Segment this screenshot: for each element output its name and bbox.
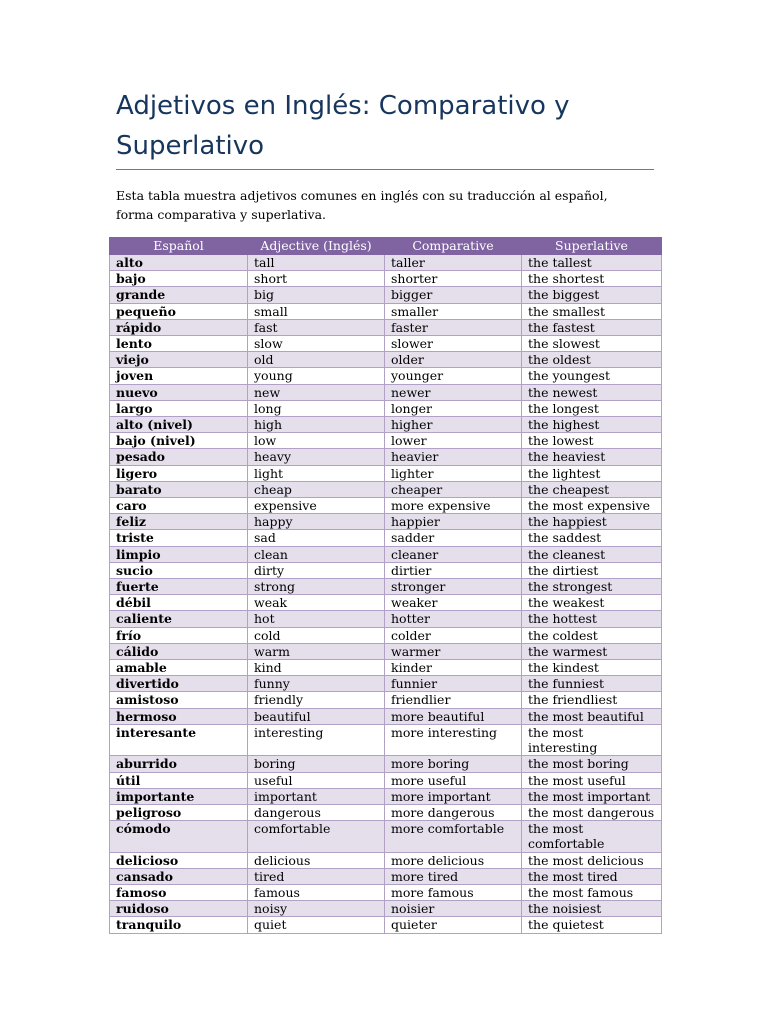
cell-comparative: more beautiful	[385, 708, 522, 724]
cell-espanol: ruidoso	[110, 901, 248, 917]
cell-superlative: the cleanest	[522, 546, 662, 562]
cell-adjective: cold	[248, 627, 385, 643]
cell-espanol: cómodo	[110, 821, 248, 852]
cell-comparative: cleaner	[385, 546, 522, 562]
cell-comparative: more important	[385, 788, 522, 804]
cell-superlative: the lowest	[522, 433, 662, 449]
cell-adjective: expensive	[248, 498, 385, 514]
cell-espanol: amable	[110, 660, 248, 676]
cell-comparative: heavier	[385, 449, 522, 465]
table-row	[110, 384, 662, 400]
cell-espanol: interesante	[110, 724, 248, 755]
table-row	[110, 579, 662, 595]
cell-espanol: sucio	[110, 562, 248, 578]
cell-comparative: younger	[385, 368, 522, 384]
cell-adjective: quiet	[248, 917, 385, 933]
cell-espanol: frío	[110, 627, 248, 643]
cell-superlative: the hottest	[522, 611, 662, 627]
cell-superlative: the youngest	[522, 368, 662, 384]
cell-espanol: bajo (nivel)	[110, 433, 248, 449]
title-divider	[116, 169, 654, 170]
table-row	[110, 514, 662, 530]
cell-superlative: the strongest	[522, 579, 662, 595]
cell-adjective: small	[248, 303, 385, 319]
cell-comparative: happier	[385, 514, 522, 530]
cell-espanol: bajo	[110, 271, 248, 287]
table-row	[110, 627, 662, 643]
cell-adjective: sad	[248, 530, 385, 546]
cell-superlative: the oldest	[522, 352, 662, 368]
cell-espanol: débil	[110, 595, 248, 611]
cell-espanol: fuerte	[110, 579, 248, 595]
cell-comparative: hotter	[385, 611, 522, 627]
cell-espanol: divertido	[110, 676, 248, 692]
cell-adjective: fast	[248, 319, 385, 335]
cell-espanol: grande	[110, 287, 248, 303]
cell-espanol: limpio	[110, 546, 248, 562]
table-row	[110, 917, 662, 933]
cell-adjective: dirty	[248, 562, 385, 578]
cell-superlative: the longest	[522, 400, 662, 416]
cell-espanol: cálido	[110, 643, 248, 659]
cell-comparative: stronger	[385, 579, 522, 595]
cell-espanol: alto	[110, 255, 248, 271]
cell-comparative: more comfortable	[385, 821, 522, 852]
cell-superlative: the heaviest	[522, 449, 662, 465]
cell-adjective: long	[248, 400, 385, 416]
table-row	[110, 692, 662, 708]
cell-espanol: pequeño	[110, 303, 248, 319]
cell-comparative: cheaper	[385, 481, 522, 497]
cell-adjective: short	[248, 271, 385, 287]
cell-adjective: comfortable	[248, 821, 385, 852]
cell-comparative: more interesting	[385, 724, 522, 755]
cell-adjective: heavy	[248, 449, 385, 465]
cell-superlative: the most delicious	[522, 852, 662, 868]
cell-superlative: the most expensive	[522, 498, 662, 514]
cell-espanol: famoso	[110, 884, 248, 900]
cell-superlative: the most important	[522, 788, 662, 804]
cell-superlative: the happiest	[522, 514, 662, 530]
cell-comparative: slower	[385, 336, 522, 352]
cell-espanol: aburrido	[110, 756, 248, 772]
cell-adjective: noisy	[248, 901, 385, 917]
table-row	[110, 368, 662, 384]
cell-comparative: more tired	[385, 868, 522, 884]
table-row	[110, 449, 662, 465]
cell-comparative: older	[385, 352, 522, 368]
table-row	[110, 336, 662, 352]
cell-comparative: more expensive	[385, 498, 522, 514]
cell-adjective: useful	[248, 772, 385, 788]
cell-superlative: the dirtiest	[522, 562, 662, 578]
cell-superlative: the kindest	[522, 660, 662, 676]
cell-superlative: the most comfortable	[522, 821, 662, 852]
cell-adjective: interesting	[248, 724, 385, 755]
header-superlative: Superlative	[522, 238, 662, 255]
cell-comparative: smaller	[385, 303, 522, 319]
cell-comparative: newer	[385, 384, 522, 400]
cell-comparative: colder	[385, 627, 522, 643]
cell-espanol: amistoso	[110, 692, 248, 708]
cell-superlative: the most interesting	[522, 724, 662, 755]
cell-superlative: the cheapest	[522, 481, 662, 497]
cell-comparative: sadder	[385, 530, 522, 546]
cell-adjective: low	[248, 433, 385, 449]
cell-superlative: the coldest	[522, 627, 662, 643]
table-row	[110, 433, 662, 449]
cell-espanol: viejo	[110, 352, 248, 368]
table-row	[110, 756, 662, 772]
intro-paragraph: Esta tabla muestra adjetivos comunes en inglés con su traducción al español, forma comparativa y superlativa.	[116, 188, 608, 222]
table-row	[110, 319, 662, 335]
cell-superlative: the funniest	[522, 676, 662, 692]
cell-superlative: the most tired	[522, 868, 662, 884]
cell-adjective: happy	[248, 514, 385, 530]
cell-adjective: clean	[248, 546, 385, 562]
cell-superlative: the newest	[522, 384, 662, 400]
table-row	[110, 724, 662, 755]
table-row	[110, 884, 662, 900]
cell-comparative: more delicious	[385, 852, 522, 868]
cell-espanol: lento	[110, 336, 248, 352]
cell-superlative: the noisiest	[522, 901, 662, 917]
cell-adjective: young	[248, 368, 385, 384]
cell-comparative: faster	[385, 319, 522, 335]
cell-comparative: lighter	[385, 465, 522, 481]
cell-superlative: the tallest	[522, 255, 662, 271]
table-row	[110, 804, 662, 820]
cell-superlative: the weakest	[522, 595, 662, 611]
table-row	[110, 303, 662, 319]
table-row	[110, 481, 662, 497]
table-row	[110, 868, 662, 884]
cell-comparative: lower	[385, 433, 522, 449]
table-row	[110, 852, 662, 868]
cell-espanol: tranquilo	[110, 917, 248, 933]
table-body	[110, 255, 662, 934]
table-row	[110, 772, 662, 788]
cell-espanol: pesado	[110, 449, 248, 465]
cell-superlative: the highest	[522, 417, 662, 433]
table-row	[110, 400, 662, 416]
cell-superlative: the most beautiful	[522, 708, 662, 724]
cell-superlative: the smallest	[522, 303, 662, 319]
cell-adjective: tall	[248, 255, 385, 271]
cell-espanol: peligroso	[110, 804, 248, 820]
cell-espanol: útil	[110, 772, 248, 788]
cell-comparative: quieter	[385, 917, 522, 933]
cell-superlative: the slowest	[522, 336, 662, 352]
cell-comparative: funnier	[385, 676, 522, 692]
table-row	[110, 643, 662, 659]
cell-superlative: the friendliest	[522, 692, 662, 708]
table-row	[110, 676, 662, 692]
table-row	[110, 901, 662, 917]
cell-espanol: importante	[110, 788, 248, 804]
cell-adjective: slow	[248, 336, 385, 352]
table-row	[110, 465, 662, 481]
cell-espanol: caliente	[110, 611, 248, 627]
cell-comparative: warmer	[385, 643, 522, 659]
cell-comparative: more boring	[385, 756, 522, 772]
cell-comparative: noisier	[385, 901, 522, 917]
cell-superlative: the shortest	[522, 271, 662, 287]
page-title: Adjetivos en Inglés: Comparativo y Superlativo	[116, 91, 570, 161]
cell-espanol: nuevo	[110, 384, 248, 400]
cell-espanol: triste	[110, 530, 248, 546]
cell-comparative: weaker	[385, 595, 522, 611]
table-row	[110, 788, 662, 804]
cell-adjective: kind	[248, 660, 385, 676]
cell-espanol: hermoso	[110, 708, 248, 724]
table-row	[110, 821, 662, 852]
table-row	[110, 417, 662, 433]
cell-espanol: feliz	[110, 514, 248, 530]
cell-espanol: largo	[110, 400, 248, 416]
cell-adjective: funny	[248, 676, 385, 692]
cell-adjective: important	[248, 788, 385, 804]
cell-superlative: the most dangerous	[522, 804, 662, 820]
cell-adjective: beautiful	[248, 708, 385, 724]
cell-comparative: bigger	[385, 287, 522, 303]
adjectives-table	[109, 237, 662, 934]
table-header	[110, 238, 662, 255]
cell-comparative: kinder	[385, 660, 522, 676]
header-row	[110, 238, 662, 255]
table-row	[110, 352, 662, 368]
cell-comparative: friendlier	[385, 692, 522, 708]
cell-adjective: friendly	[248, 692, 385, 708]
cell-superlative: the most useful	[522, 772, 662, 788]
table-row	[110, 287, 662, 303]
cell-superlative: the lightest	[522, 465, 662, 481]
cell-comparative: more famous	[385, 884, 522, 900]
cell-comparative: taller	[385, 255, 522, 271]
cell-adjective: big	[248, 287, 385, 303]
cell-adjective: strong	[248, 579, 385, 595]
cell-adjective: dangerous	[248, 804, 385, 820]
cell-espanol: barato	[110, 481, 248, 497]
cell-comparative: longer	[385, 400, 522, 416]
cell-adjective: warm	[248, 643, 385, 659]
cell-superlative: the saddest	[522, 530, 662, 546]
table-row	[110, 546, 662, 562]
cell-espanol: delicioso	[110, 852, 248, 868]
cell-adjective: hot	[248, 611, 385, 627]
cell-adjective: weak	[248, 595, 385, 611]
table-row	[110, 498, 662, 514]
header-espanol: Español	[110, 238, 248, 255]
header-adjective: Adjective (Inglés)	[248, 238, 385, 255]
cell-superlative: the quietest	[522, 917, 662, 933]
cell-adjective: high	[248, 417, 385, 433]
cell-adjective: light	[248, 465, 385, 481]
cell-superlative: the most famous	[522, 884, 662, 900]
cell-espanol: rápido	[110, 319, 248, 335]
cell-superlative: the warmest	[522, 643, 662, 659]
cell-espanol: alto (nivel)	[110, 417, 248, 433]
cell-superlative: the biggest	[522, 287, 662, 303]
cell-comparative: higher	[385, 417, 522, 433]
cell-adjective: boring	[248, 756, 385, 772]
table-row	[110, 562, 662, 578]
table-row	[110, 660, 662, 676]
cell-comparative: dirtier	[385, 562, 522, 578]
table-row	[110, 530, 662, 546]
table-row	[110, 595, 662, 611]
cell-comparative: shorter	[385, 271, 522, 287]
table-row	[110, 611, 662, 627]
table-row	[110, 271, 662, 287]
header-comparative: Comparative	[385, 238, 522, 255]
table-row	[110, 708, 662, 724]
cell-comparative: more dangerous	[385, 804, 522, 820]
cell-superlative: the fastest	[522, 319, 662, 335]
cell-adjective: new	[248, 384, 385, 400]
table-row	[110, 255, 662, 271]
cell-adjective: cheap	[248, 481, 385, 497]
cell-espanol: cansado	[110, 868, 248, 884]
cell-adjective: tired	[248, 868, 385, 884]
cell-comparative: more useful	[385, 772, 522, 788]
cell-superlative: the most boring	[522, 756, 662, 772]
cell-espanol: ligero	[110, 465, 248, 481]
cell-espanol: joven	[110, 368, 248, 384]
cell-adjective: delicious	[248, 852, 385, 868]
cell-espanol: caro	[110, 498, 248, 514]
cell-adjective: old	[248, 352, 385, 368]
cell-adjective: famous	[248, 884, 385, 900]
